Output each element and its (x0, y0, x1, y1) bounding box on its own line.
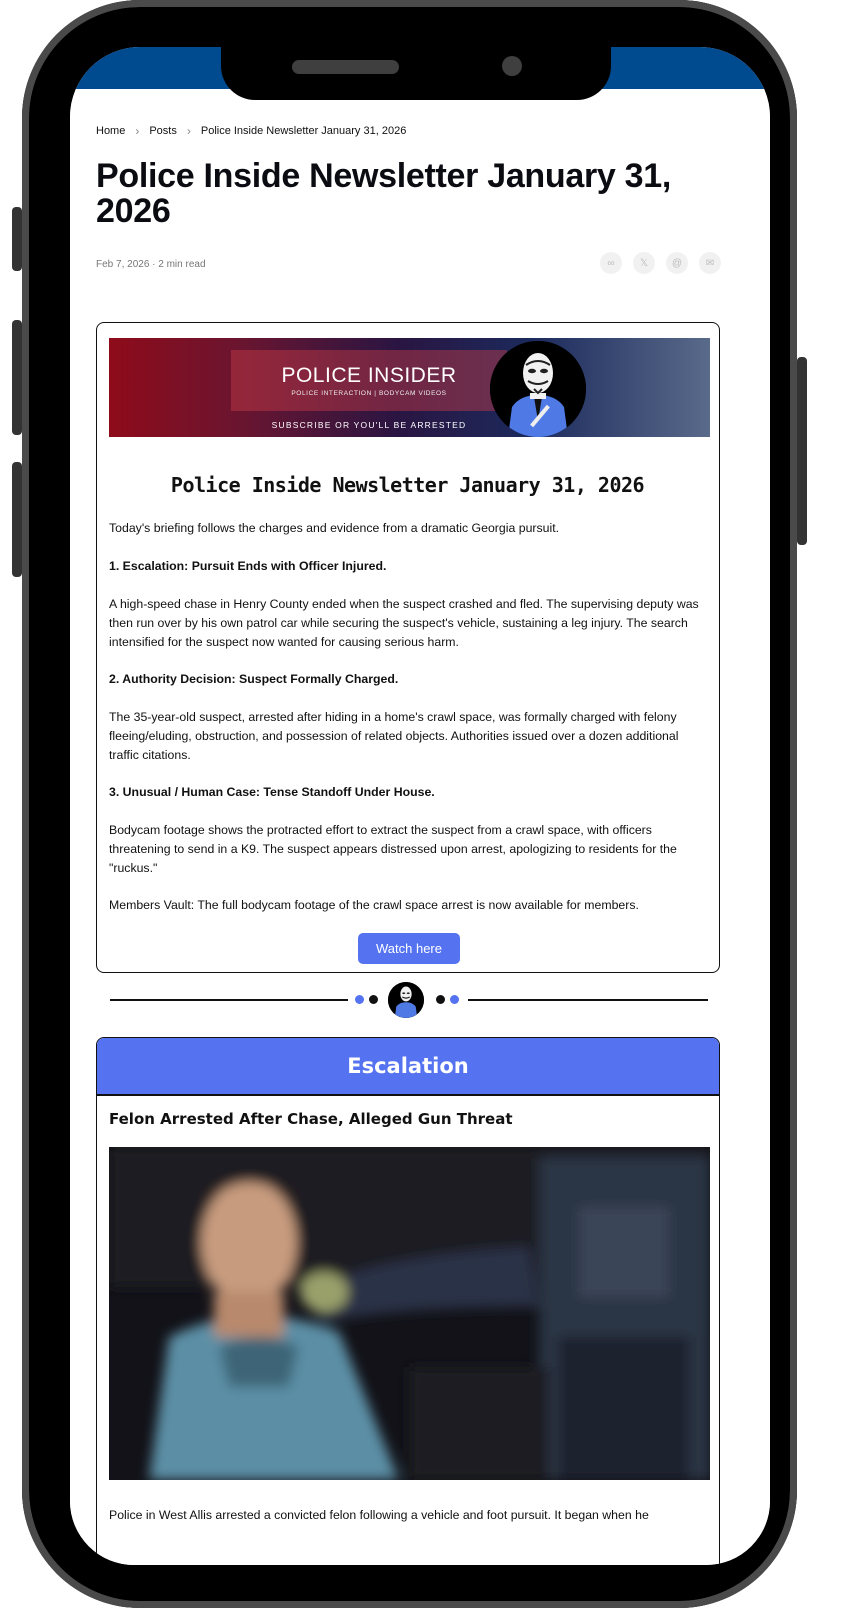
newsletter-item-1-body: A high-speed chase in Henry County ended when the suspect crashed and fled. The supervising deputy was then run over by his own patrol car while securing the suspect's vehicle, sustaining a leg injury. The search intensified for the suspect now wanted for causing serious harm. (109, 597, 699, 649)
newsletter-intro: Today's briefing follows the charges and evidence from a dramatic Georgia pursuit. (109, 521, 560, 535)
bodycam-arrest-image (109, 1147, 710, 1480)
watch-here-button[interactable]: Watch here (358, 933, 460, 964)
story-photo[interactable] (109, 1147, 710, 1480)
breadcrumb (96, 124, 406, 138)
story-excerpt: Police in West Allis arrested a convicted felon following a vehicle and foot pursuit. It began when he (109, 1508, 649, 1522)
threads-icon[interactable]: @ (666, 252, 688, 274)
divider-line-right (468, 999, 708, 1001)
masked-officer-logo (388, 982, 424, 1018)
section-divider (110, 982, 708, 1018)
x-icon[interactable]: 𝕏 (633, 252, 655, 274)
volume-down-button (12, 462, 22, 577)
dot-icon (436, 995, 445, 1004)
masked-officer-illustration (490, 341, 586, 437)
newsletter-item-1-heading: 1. Escalation: Pursuit Ends with Officer Injured. (109, 559, 387, 573)
dot-icon (450, 995, 459, 1004)
volume-up-button (12, 320, 22, 435)
newsletter-item-3-body: Bodycam footage shows the protracted effort to extract the suspect from a crawl space, with officers threatening to send in a K9. The suspect appears distressed upon arrest, apologizing to residents for the "ruckus." (109, 823, 677, 875)
page-title: Police Inside Newsletter January 31, 2026 (96, 157, 672, 230)
newsletter-item-2-heading: 2. Authority Decision: Suspect Formally Charged. (109, 672, 399, 686)
breadcrumb-posts-link[interactable]: Posts (149, 125, 177, 137)
banner-title: POLICE INSIDER (281, 364, 457, 387)
dot-icon (355, 995, 364, 1004)
email-icon[interactable]: ✉ (699, 252, 721, 274)
newsletter-card (96, 322, 720, 973)
power-button (797, 357, 807, 545)
members-vault-note: Members Vault: The full bodycam footage of the crawl space arrest is now available for members. (109, 898, 639, 912)
masked-officer-illustration (388, 982, 424, 1018)
dot-icon (369, 995, 378, 1004)
newsletter-item-3-heading: 3. Unusual / Human Case: Tense Standoff Under House. (109, 785, 435, 799)
post-meta: Feb 7, 2026 · 2 min read (96, 259, 206, 270)
newsletter-item-2-body: The 35-year-old suspect, arrested after hiding in a home's crawl space, was formally charged with felony fleeing/eluding, obstruction, and possession of related objects. Authorities issued over a dozen additional traffic citations. (109, 710, 679, 762)
breadcrumb-current: Police Inside Newsletter January 31, 2026 (200, 125, 407, 137)
newsletter-title: Police Inside Newsletter January 31, 2026 (170, 473, 645, 497)
masked-officer-logo (490, 341, 586, 437)
banner-cta: SUBSCRIBE OR YOU'LL BE ARRESTED (271, 420, 467, 430)
phone-notch (221, 47, 611, 100)
divider-line-left (110, 999, 348, 1001)
banner-subtitle: POLICE INTERACTION | BODYCAM VIDEOS (291, 390, 447, 397)
mute-switch (12, 207, 22, 271)
phone-screen (70, 47, 770, 1565)
chevron-right-icon: › (135, 124, 140, 138)
chevron-right-icon: › (186, 124, 191, 138)
front-camera (502, 56, 522, 76)
link-icon[interactable]: ∞ (600, 252, 622, 274)
newsletter-banner (109, 338, 710, 437)
speaker-grille (292, 60, 399, 74)
story-title[interactable]: Felon Arrested After Chase, Alleged Gun Threat (109, 1110, 513, 1128)
article-page (70, 89, 770, 1565)
breadcrumb-home-link[interactable]: Home (96, 125, 126, 137)
escalation-section-card (96, 1037, 720, 1565)
section-heading: Escalation (97, 1038, 719, 1096)
